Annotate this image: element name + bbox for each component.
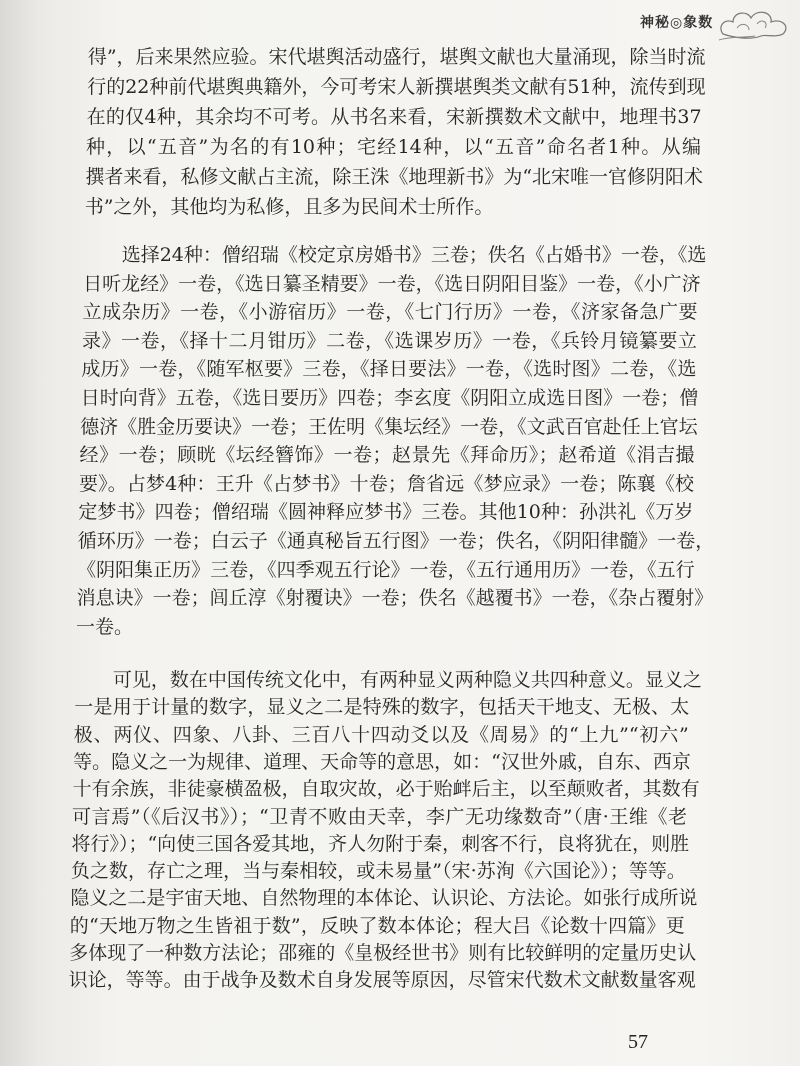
text-line: 多体现了一种数方法论；邵雍的《皇极经世书》则有比较鲜明的定量历史认 — [69, 942, 697, 964]
text-line: 德济《胜金历要诀》一卷；王佐明《集坛经》一卷，《文武百官赴任上官坛 — [80, 415, 698, 438]
text-line: 选择24种：僧绍瑞《校定京房婚书》三卷；佚名《占婚书》一卷，《选 — [83, 244, 707, 266]
text-line: 得”，后来果然应验。宋代堪舆活动盛行，堪舆文献也大量涌现，除当时流 — [87, 46, 706, 68]
text-line: 可言焉”（《后汉书》）；“卫青不败由天幸，李广无功缘数奇”（唐·王维《老 — [72, 805, 688, 828]
text-line: 撰者来看，私修文献占主流，除王洙《地理新书》为“北宋唯一官修阴阳术 — [85, 166, 704, 188]
text-line: 日听龙经》一卷，《选日纂圣精要》一卷，《选日阴阳目鉴》一卷，《小广济 — [83, 272, 701, 295]
text-line: 等。隐义之一为规律、道理、天命等的意思，如：“汉世外戚，自东、西京 — [73, 750, 691, 773]
text-line: 立成杂历》一卷，《小游宿历》一卷，《七门行历》一卷，《济家备急广要 — [82, 301, 698, 324]
text-line: 成历》一卷，《随军枢要》三卷，《择日要法》一卷，《选时图》二卷，《选 — [81, 358, 697, 381]
text-line: 行的22种前代堪舆典籍外，今可考宋人新撰堪舆类文献有51种，流传到现 — [87, 76, 706, 98]
text-line: 种，以“五音”为名的有10种；宅经14种，以“五音”命名者1种。从编 — [85, 136, 701, 158]
text-line: 极、两仪、四象、八卦、三百八十四动爻以及《周易》的“上九”“初六” — [73, 723, 689, 746]
text-line: 消息诀》一卷；闾丘淳《射覆诀》一卷；佚名《越覆书》一卷，《杂占覆射》 — [76, 587, 714, 610]
text-line: 循环历》一卷；白云子《通真秘旨五行图》一卷；佚名，《阴阳律髓》一卷， — [77, 530, 715, 552]
text-line: 一是用于计量的数字，显义之二是特殊的数字，包括天干地支、无极、太 — [74, 696, 690, 719]
text-line: 负之数，存亡之理，当与秦相较，或未易量”（宋·苏洵《六国论》）；等等。 — [70, 860, 686, 883]
text-line: 在的仅4种，其余均不可考。从书名来看，宋新撰数术文献中，地理书37 — [86, 106, 702, 128]
cloud-icon — [715, 4, 795, 44]
text-line: 要》。占梦4种：王升《占梦书》十卷；詹省远《梦应录》一卷；陈襄《校 — [78, 472, 694, 495]
text-line: 十有余族，非徒豪横盈极，自取灾故，必于贻衅后主，以至颠败者，其数有 — [72, 778, 700, 801]
text-line: 定梦书》四卷；僧绍瑞《圆神释应梦书》三卷。其他10种：孙洪礼《万岁 — [78, 501, 694, 524]
text-line: 的“天地万物之生皆祖于数”，反映了数本体论；程大吕《论数十四篇》更 — [69, 914, 685, 937]
text-line: 日时向背》五卷，《选日要历》四卷；李玄度《阴阳立成选日图》一卷；僧 — [80, 387, 699, 409]
text-line: 可见，数在中国传统文化中，有两种显义两种隐义共四种意义。显义之 — [74, 669, 702, 691]
running-header-title: 神秘◎象数 — [640, 15, 714, 31]
text-line: 经》一卷；顾晄《坛经簪饰》一卷；赵景先《拜命历》；赵希道《涓吉撮 — [79, 444, 695, 467]
text-line: 书”之外，其他均为私修，且多为民间术士所作。 — [84, 196, 494, 218]
text-line: 将行》）；“向使三国各爱其地，齐人勿附于秦，刺客不行，良将犹在，则胜 — [71, 832, 690, 855]
text-line: 《阴阳集正历》三卷，《四季观五行论》一卷，《五行通用历》一卷，《五行 — [77, 558, 695, 581]
text-line: 录》一卷，《择十二月钳历》二卷，《选课岁历》一卷，《兵铃月镜纂要立 — [81, 329, 697, 352]
text-line: 隐义之二是宇宙天地、自然物理的本体论、认识论、方法论。如张行成所说 — [70, 887, 698, 910]
text-line: 一卷。 — [75, 615, 133, 638]
text-line: 识论，等等。由于战争及数术自身发展等原因，尽管宋代数术文献数量客观 — [68, 969, 696, 992]
page-number: 57 — [628, 1031, 648, 1053]
